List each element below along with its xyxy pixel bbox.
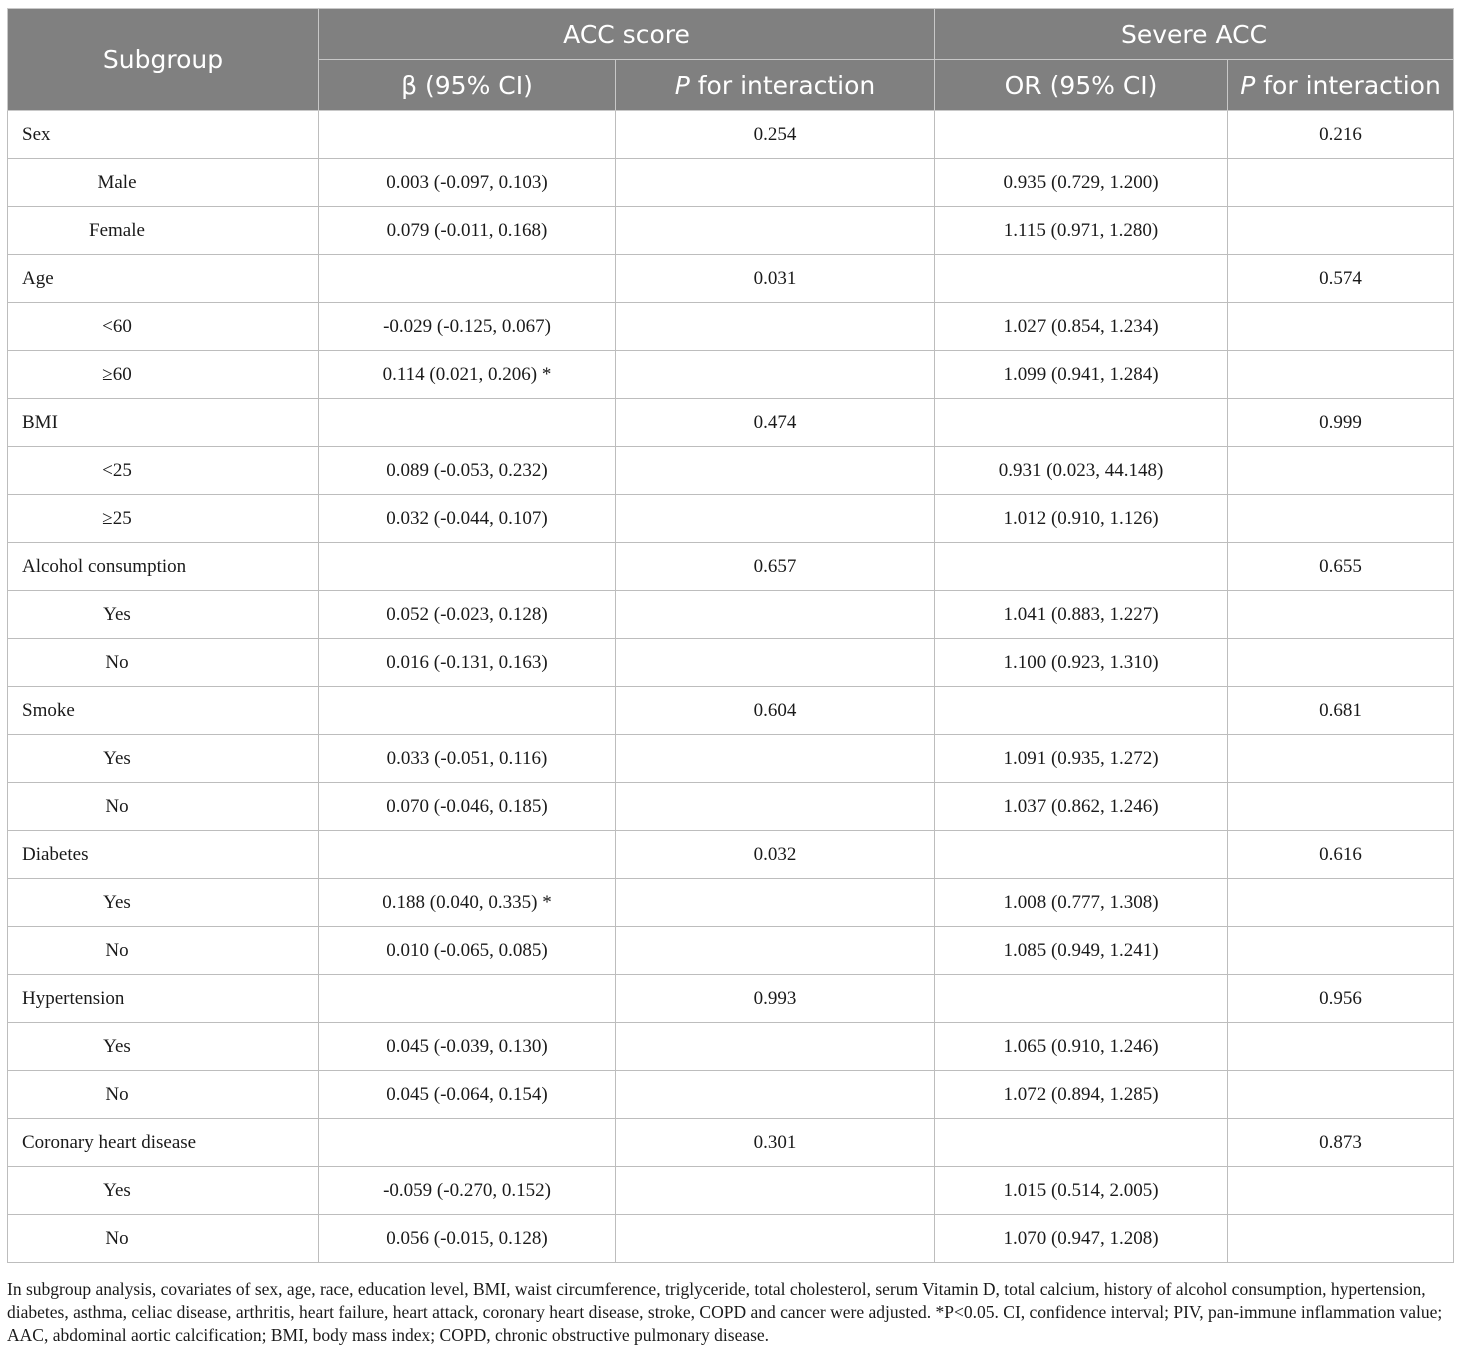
cell-p-interaction-acc	[616, 735, 935, 783]
cell-p-interaction-acc	[616, 879, 935, 927]
table-row	[8, 1167, 1454, 1215]
cell-beta-ci: 0.032 (-0.044, 0.107)	[319, 495, 616, 543]
table-row	[8, 447, 1454, 495]
cell-p-interaction-severe: 0.956	[1228, 975, 1454, 1023]
cell-p-interaction-acc	[616, 1215, 935, 1263]
subgroup-level-label: <25	[102, 459, 132, 481]
cell-subgroup	[8, 879, 319, 927]
cell-p-interaction-acc: 0.254	[616, 111, 935, 159]
cell-subgroup: Coronary heart disease	[8, 1119, 319, 1167]
header-p-italic: P	[674, 70, 690, 100]
subgroup-level-label: No	[105, 939, 129, 961]
cell-or-ci	[935, 111, 1228, 159]
cell-beta-ci	[319, 543, 616, 591]
header-p-rest: for interaction	[1255, 70, 1441, 100]
cell-subgroup: Sex	[8, 111, 319, 159]
cell-subgroup	[8, 159, 319, 207]
cell-or-ci: 1.037 (0.862, 1.246)	[935, 783, 1228, 831]
cell-p-interaction-acc	[616, 303, 935, 351]
cell-beta-ci: 0.033 (-0.051, 0.116)	[319, 735, 616, 783]
cell-beta-ci: 0.052 (-0.023, 0.128)	[319, 591, 616, 639]
table-row-group	[8, 1119, 1454, 1167]
cell-or-ci: 1.012 (0.910, 1.126)	[935, 495, 1228, 543]
cell-p-interaction-severe	[1228, 303, 1454, 351]
cell-or-ci: 1.027 (0.854, 1.234)	[935, 303, 1228, 351]
cell-p-interaction-severe	[1228, 591, 1454, 639]
subgroup-level-label: <60	[102, 315, 132, 337]
cell-subgroup	[8, 927, 319, 975]
cell-subgroup	[8, 447, 319, 495]
cell-subgroup	[8, 591, 319, 639]
cell-p-interaction-severe: 0.681	[1228, 687, 1454, 735]
cell-beta-ci: 0.089 (-0.053, 0.232)	[319, 447, 616, 495]
cell-beta-ci: 0.003 (-0.097, 0.103)	[319, 159, 616, 207]
subgroup-table-container	[7, 8, 1453, 1263]
cell-or-ci	[935, 831, 1228, 879]
cell-or-ci: 0.931 (0.023, 44.148)	[935, 447, 1228, 495]
cell-beta-ci: 0.079 (-0.011, 0.168)	[319, 207, 616, 255]
cell-beta-ci	[319, 1119, 616, 1167]
cell-beta-ci: 0.045 (-0.064, 0.154)	[319, 1071, 616, 1119]
cell-p-interaction-acc	[616, 495, 935, 543]
cell-or-ci	[935, 1119, 1228, 1167]
cell-subgroup	[8, 1167, 319, 1215]
cell-p-interaction-acc	[616, 783, 935, 831]
cell-subgroup: Alcohol consumption	[8, 543, 319, 591]
cell-or-ci	[935, 975, 1228, 1023]
header-p-interaction-acc	[616, 60, 935, 111]
cell-p-interaction-severe: 0.216	[1228, 111, 1454, 159]
subgroup-level-label: ≥60	[102, 363, 132, 385]
cell-p-interaction-severe	[1228, 495, 1454, 543]
cell-or-ci: 1.008 (0.777, 1.308)	[935, 879, 1228, 927]
cell-p-interaction-severe	[1228, 351, 1454, 399]
cell-p-interaction-acc	[616, 207, 935, 255]
cell-p-interaction-acc	[616, 1167, 935, 1215]
subgroup-level-label: No	[105, 1083, 129, 1105]
subgroup-level-label: No	[105, 1227, 129, 1249]
cell-beta-ci	[319, 687, 616, 735]
cell-or-ci	[935, 687, 1228, 735]
table-row-group	[8, 255, 1454, 303]
table-row	[8, 639, 1454, 687]
subgroup-level-label: Yes	[103, 603, 131, 625]
cell-beta-ci: 0.070 (-0.046, 0.185)	[319, 783, 616, 831]
header-p-italic: P	[1240, 70, 1256, 100]
cell-p-interaction-acc: 0.301	[616, 1119, 935, 1167]
header-p-interaction-severe	[1228, 60, 1454, 111]
cell-subgroup	[8, 783, 319, 831]
cell-or-ci	[935, 399, 1228, 447]
cell-or-ci: 1.065 (0.910, 1.246)	[935, 1023, 1228, 1071]
cell-p-interaction-acc: 0.032	[616, 831, 935, 879]
cell-or-ci: 1.041 (0.883, 1.227)	[935, 591, 1228, 639]
cell-p-interaction-acc	[616, 447, 935, 495]
cell-or-ci: 0.935 (0.729, 1.200)	[935, 159, 1228, 207]
cell-or-ci	[935, 543, 1228, 591]
header-acc-score: ACC score	[319, 9, 935, 60]
cell-p-interaction-acc	[616, 1023, 935, 1071]
table-row-group	[8, 543, 1454, 591]
cell-subgroup	[8, 1215, 319, 1263]
cell-or-ci: 1.072 (0.894, 1.285)	[935, 1071, 1228, 1119]
subgroup-level-label: No	[105, 651, 129, 673]
cell-p-interaction-severe: 0.616	[1228, 831, 1454, 879]
subgroup-level-label: No	[105, 795, 129, 817]
cell-or-ci: 1.091 (0.935, 1.272)	[935, 735, 1228, 783]
table-row-group	[8, 975, 1454, 1023]
subgroup-level-label: Male	[97, 171, 137, 193]
cell-or-ci: 1.015 (0.514, 2.005)	[935, 1167, 1228, 1215]
cell-subgroup	[8, 735, 319, 783]
cell-subgroup	[8, 351, 319, 399]
cell-p-interaction-acc	[616, 159, 935, 207]
header-or-ci: OR (95% CI)	[935, 60, 1228, 111]
cell-p-interaction-acc: 0.657	[616, 543, 935, 591]
cell-subgroup	[8, 1071, 319, 1119]
cell-p-interaction-severe: 0.999	[1228, 399, 1454, 447]
cell-p-interaction-severe: 0.873	[1228, 1119, 1454, 1167]
cell-subgroup: Hypertension	[8, 975, 319, 1023]
cell-p-interaction-severe	[1228, 879, 1454, 927]
table-row	[8, 591, 1454, 639]
table-row	[8, 207, 1454, 255]
cell-p-interaction-severe	[1228, 1071, 1454, 1119]
cell-p-interaction-acc: 0.474	[616, 399, 935, 447]
header-severe-acc: Severe ACC	[935, 9, 1454, 60]
table-row	[8, 735, 1454, 783]
cell-p-interaction-severe	[1228, 159, 1454, 207]
cell-beta-ci: 0.188 (0.040, 0.335) *	[319, 879, 616, 927]
cell-subgroup	[8, 207, 319, 255]
table-row-group	[8, 111, 1454, 159]
cell-p-interaction-severe	[1228, 735, 1454, 783]
table-row	[8, 1215, 1454, 1263]
cell-p-interaction-acc	[616, 639, 935, 687]
cell-beta-ci: 0.016 (-0.131, 0.163)	[319, 639, 616, 687]
cell-subgroup: Age	[8, 255, 319, 303]
table-footnote: In subgroup analysis, covariates of sex, age, race, education level, BMI, waist circumference, triglyceride, total cholesterol, serum Vitamin D, total calcium, history of alcohol consumption, hypertension, diabetes, asthma, celiac disease, arthritis, heart failure, heart attack, coronary heart disease, stroke, COPD and cancer were adjusted. *P<0.05. CI, confidence interval; PIV, pan-immune inflammation value; AAC, abdominal aortic calcification; BMI, body mass index; COPD, chronic obstructive pulmonary disease.	[7, 1279, 1443, 1345]
cell-p-interaction-severe	[1228, 447, 1454, 495]
cell-subgroup	[8, 303, 319, 351]
cell-p-interaction-severe	[1228, 783, 1454, 831]
table-row	[8, 879, 1454, 927]
table-row	[8, 495, 1454, 543]
cell-beta-ci	[319, 111, 616, 159]
header-beta-ci: β (95% CI)	[319, 60, 616, 111]
cell-p-interaction-severe	[1228, 927, 1454, 975]
cell-beta-ci: 0.045 (-0.039, 0.130)	[319, 1023, 616, 1071]
cell-beta-ci	[319, 975, 616, 1023]
cell-p-interaction-severe	[1228, 207, 1454, 255]
table-row	[8, 1023, 1454, 1071]
subgroup-level-label: Female	[89, 219, 145, 241]
cell-p-interaction-severe	[1228, 1215, 1454, 1263]
table-row	[8, 351, 1454, 399]
cell-beta-ci: 0.010 (-0.065, 0.085)	[319, 927, 616, 975]
cell-beta-ci	[319, 399, 616, 447]
cell-p-interaction-acc: 0.604	[616, 687, 935, 735]
cell-subgroup	[8, 495, 319, 543]
cell-subgroup: Smoke	[8, 687, 319, 735]
cell-p-interaction-severe: 0.574	[1228, 255, 1454, 303]
cell-or-ci: 1.070 (0.947, 1.208)	[935, 1215, 1228, 1263]
cell-or-ci: 1.099 (0.941, 1.284)	[935, 351, 1228, 399]
cell-beta-ci: -0.059 (-0.270, 0.152)	[319, 1167, 616, 1215]
table-row	[8, 303, 1454, 351]
cell-p-interaction-acc	[616, 927, 935, 975]
cell-beta-ci: 0.056 (-0.015, 0.128)	[319, 1215, 616, 1263]
subgroup-level-label: Yes	[103, 1035, 131, 1057]
cell-subgroup	[8, 639, 319, 687]
cell-p-interaction-acc	[616, 591, 935, 639]
cell-beta-ci: -0.029 (-0.125, 0.067)	[319, 303, 616, 351]
subgroup-analysis-table	[7, 8, 1454, 1263]
cell-beta-ci: 0.114 (0.021, 0.206) *	[319, 351, 616, 399]
cell-beta-ci	[319, 255, 616, 303]
subgroup-level-label: Yes	[103, 747, 131, 769]
table-row	[8, 783, 1454, 831]
table-row-group	[8, 831, 1454, 879]
cell-p-interaction-severe	[1228, 1167, 1454, 1215]
cell-p-interaction-acc: 0.993	[616, 975, 935, 1023]
header-p-rest: for interaction	[689, 70, 876, 100]
cell-beta-ci	[319, 831, 616, 879]
subgroup-level-label: Yes	[103, 1179, 131, 1201]
cell-subgroup: BMI	[8, 399, 319, 447]
cell-p-interaction-acc: 0.031	[616, 255, 935, 303]
cell-p-interaction-acc	[616, 1071, 935, 1119]
subgroup-level-label: Yes	[103, 891, 131, 913]
cell-p-interaction-severe	[1228, 1023, 1454, 1071]
cell-p-interaction-acc	[616, 351, 935, 399]
table-body	[8, 111, 1454, 1263]
table-row	[8, 159, 1454, 207]
cell-or-ci: 1.115 (0.971, 1.280)	[935, 207, 1228, 255]
cell-subgroup: Diabetes	[8, 831, 319, 879]
cell-subgroup	[8, 1023, 319, 1071]
header-subgroup: Subgroup	[8, 9, 319, 111]
cell-p-interaction-severe: 0.655	[1228, 543, 1454, 591]
cell-or-ci: 1.100 (0.923, 1.310)	[935, 639, 1228, 687]
table-row	[8, 1071, 1454, 1119]
table-row-group	[8, 399, 1454, 447]
table-row-group	[8, 687, 1454, 735]
cell-or-ci: 1.085 (0.949, 1.241)	[935, 927, 1228, 975]
subgroup-level-label: ≥25	[102, 507, 132, 529]
table-row	[8, 927, 1454, 975]
cell-p-interaction-severe	[1228, 639, 1454, 687]
cell-or-ci	[935, 255, 1228, 303]
